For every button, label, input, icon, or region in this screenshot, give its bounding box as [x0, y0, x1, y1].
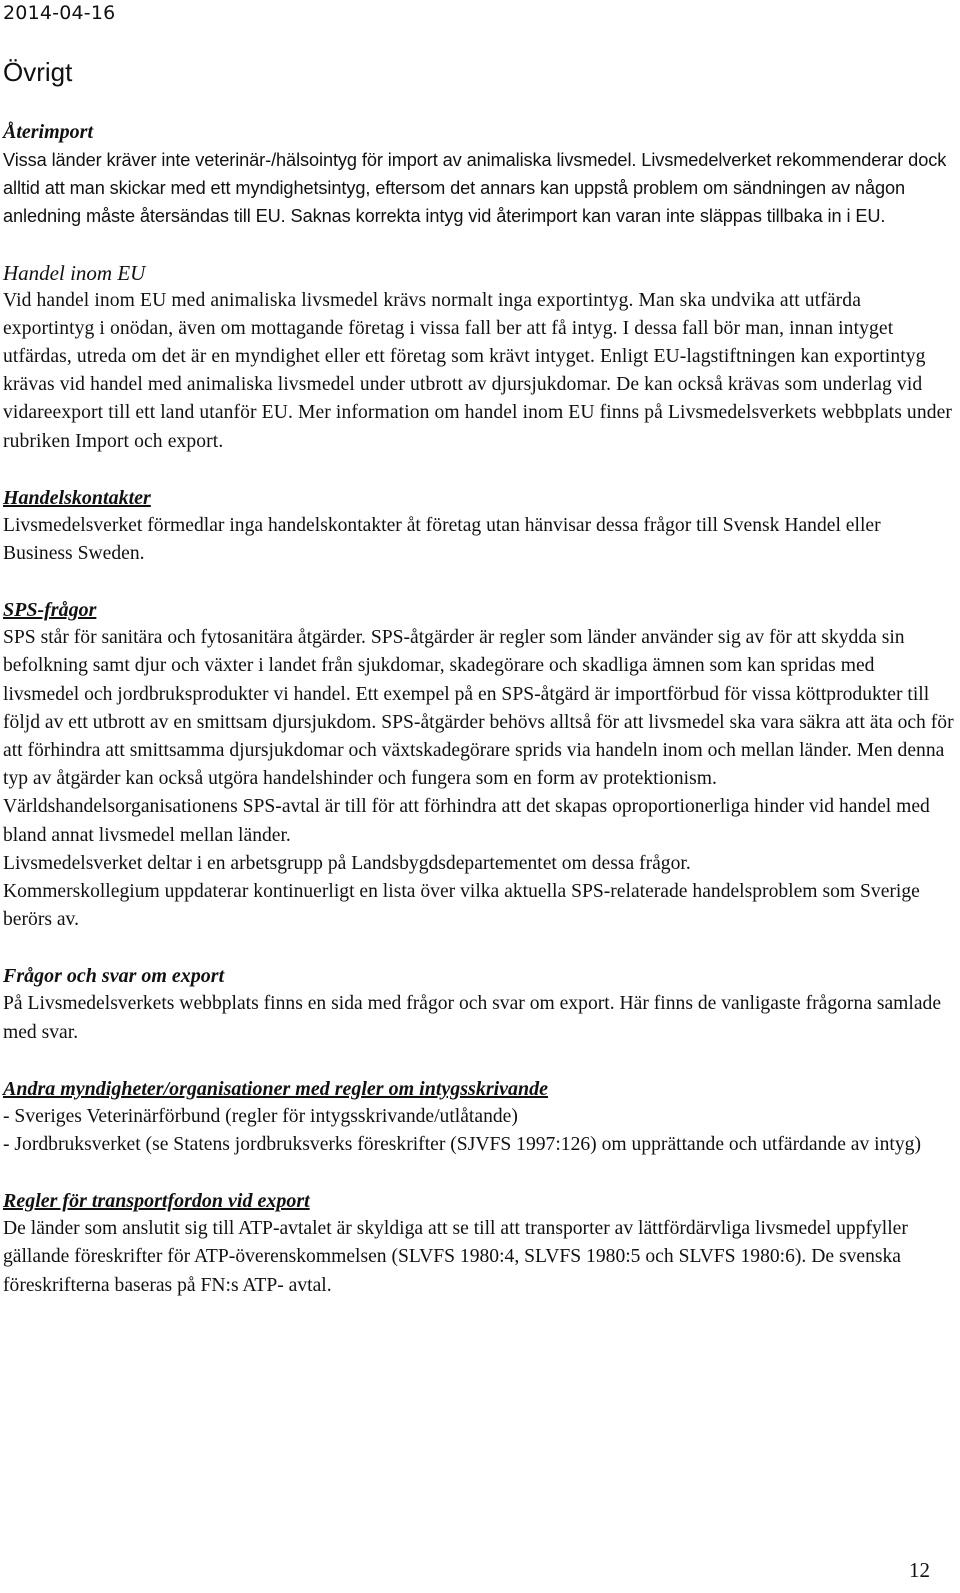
- section-heading: Frågor och svar om export: [3, 965, 225, 988]
- section-paragraph: Kommerskollegium uppdaterar kontinuerligt en lista över vilka aktuella SPS-relaterade handelsproblem som Sverige berörs av.: [3, 881, 920, 931]
- list-item: - Sveriges Veterinärförbund (regler för intygsskrivande/utlåtande): [3, 1105, 518, 1127]
- section-sps-questions: [3, 596, 955, 934]
- section-trade-within-eu: [3, 259, 955, 456]
- section-heading: Återimport: [3, 121, 94, 143]
- section-heading: SPS-frågor: [3, 599, 97, 622]
- page-title: Övrigt: [3, 57, 73, 87]
- page-number: 12: [909, 1558, 930, 1582]
- section-heading: Regler för transportfordon vid export: [3, 1190, 310, 1213]
- section-paragraph: Vid handel inom EU med animaliska livsmedel krävs normalt inga exportintyg. Man ska undvika att utfärda exportintyg i onödan, även om mottagande företag i vissa fall ber att få intyg. I dessa fall bör man, innan intyget utfärdas, utreda om det är en myndighet eller ett företag som krävt intyget. Enligt EU-lagstiftningen kan exportintyg krävas vid handel med animaliska livsmedel under utbrott av djursjukdomar. De kan också krävas som underlag vid vidareexport till ett land utanför EU. Mer information om handel inom EU finns på Livsmedelsverkets webbplats under rubriken Import och export.: [3, 289, 953, 452]
- section-paragraph: Livsmedelsverket deltar i en arbetsgrupp på Landsbygdsdepartementet om dessa frågor.: [3, 852, 691, 874]
- section-trade-contacts: [3, 484, 955, 568]
- section-paragraph: De länder som anslutit sig till ATP-avtalet är skyldiga att se till att transporter av lättfördärvliga livsmedel uppfyller gällande föreskrifter för ATP-överenskommelsen (SLVFS 1980:4, SLVFS 1980:5 och SLVFS 1980:6). De svenska föreskrifterna baseras på FN:s ATP- avtal.: [3, 1218, 908, 1296]
- section-export-faq: [3, 962, 955, 1046]
- section-other-authorities: [3, 1075, 955, 1159]
- section-paragraph: SPS står för sanitära och fytosanitära åtgärder. SPS-åtgärder är regler som länder använder sig av för att skydda sin befolkning samt djur och växter i landet från sjukdomar, skadegörare och skadliga ämnen som kan spridas med livsmedel och jordbruksprodukter vi handel. Ett exempel på en SPS-åtgärd är importförbud för vissa köttprodukter till följd av ett utbrott av en smittsam djursjukdom. SPS-åtgärder behövs alltså för att livsmedel ska vara säkra att äta och för att förhindra att smittsamma djursjukdomar och växtskadegörare sprids via handeln inom och mellan länder. Men denna typ av åtgärder kan också utgöra handelshinder och fungera som en form av protektionism.: [3, 627, 954, 790]
- section-paragraph: Livsmedelsverket förmedlar inga handelskontakter åt företag utan hänvisar dessa frågor till Svensk Handel eller Business Sweden.: [3, 514, 881, 565]
- section-heading: Handelskontakter: [3, 486, 151, 509]
- list-item: - Jordbruksverket (se Statens jordbruksverks föreskrifter (SJVFS 1997:126) om upprättande och utfärdande av intyg): [3, 1134, 921, 1156]
- section-heading: Andra myndigheter/organisationer med regler om intygsskrivande: [3, 1077, 549, 1100]
- document-date: 2014-04-16: [3, 2, 116, 24]
- section-heading: Handel inom EU: [3, 260, 146, 285]
- section-transport-rules: [3, 1187, 955, 1300]
- section-paragraph: Vissa länder kräver inte veterinär-/hälsointyg för import av animaliska livsmedel. Livsmedelverket rekommenderar dock alltid att man skickar med ett myndighetsintyg, eftersom det annars kan uppstå problem om sändningen av någon anledning måste återsändas till EU. Saknas korrekta intyg vid återimport kan varan inte släppas tillbaka in i EU.: [3, 150, 947, 227]
- document-body: [3, 118, 955, 1328]
- section-paragraph: Världshandelsorganisationens SPS-avtal är till för att förhindra att det skapas oproportionerliga hinder vid handel med bland annat livsmedel mellan länder.: [3, 796, 930, 846]
- section-reimport: [3, 118, 955, 231]
- section-paragraph: På Livsmedelsverkets webbplats finns en sida med frågor och svar om export. Här finns de vanligaste frågorna samlade med svar.: [3, 993, 942, 1043]
